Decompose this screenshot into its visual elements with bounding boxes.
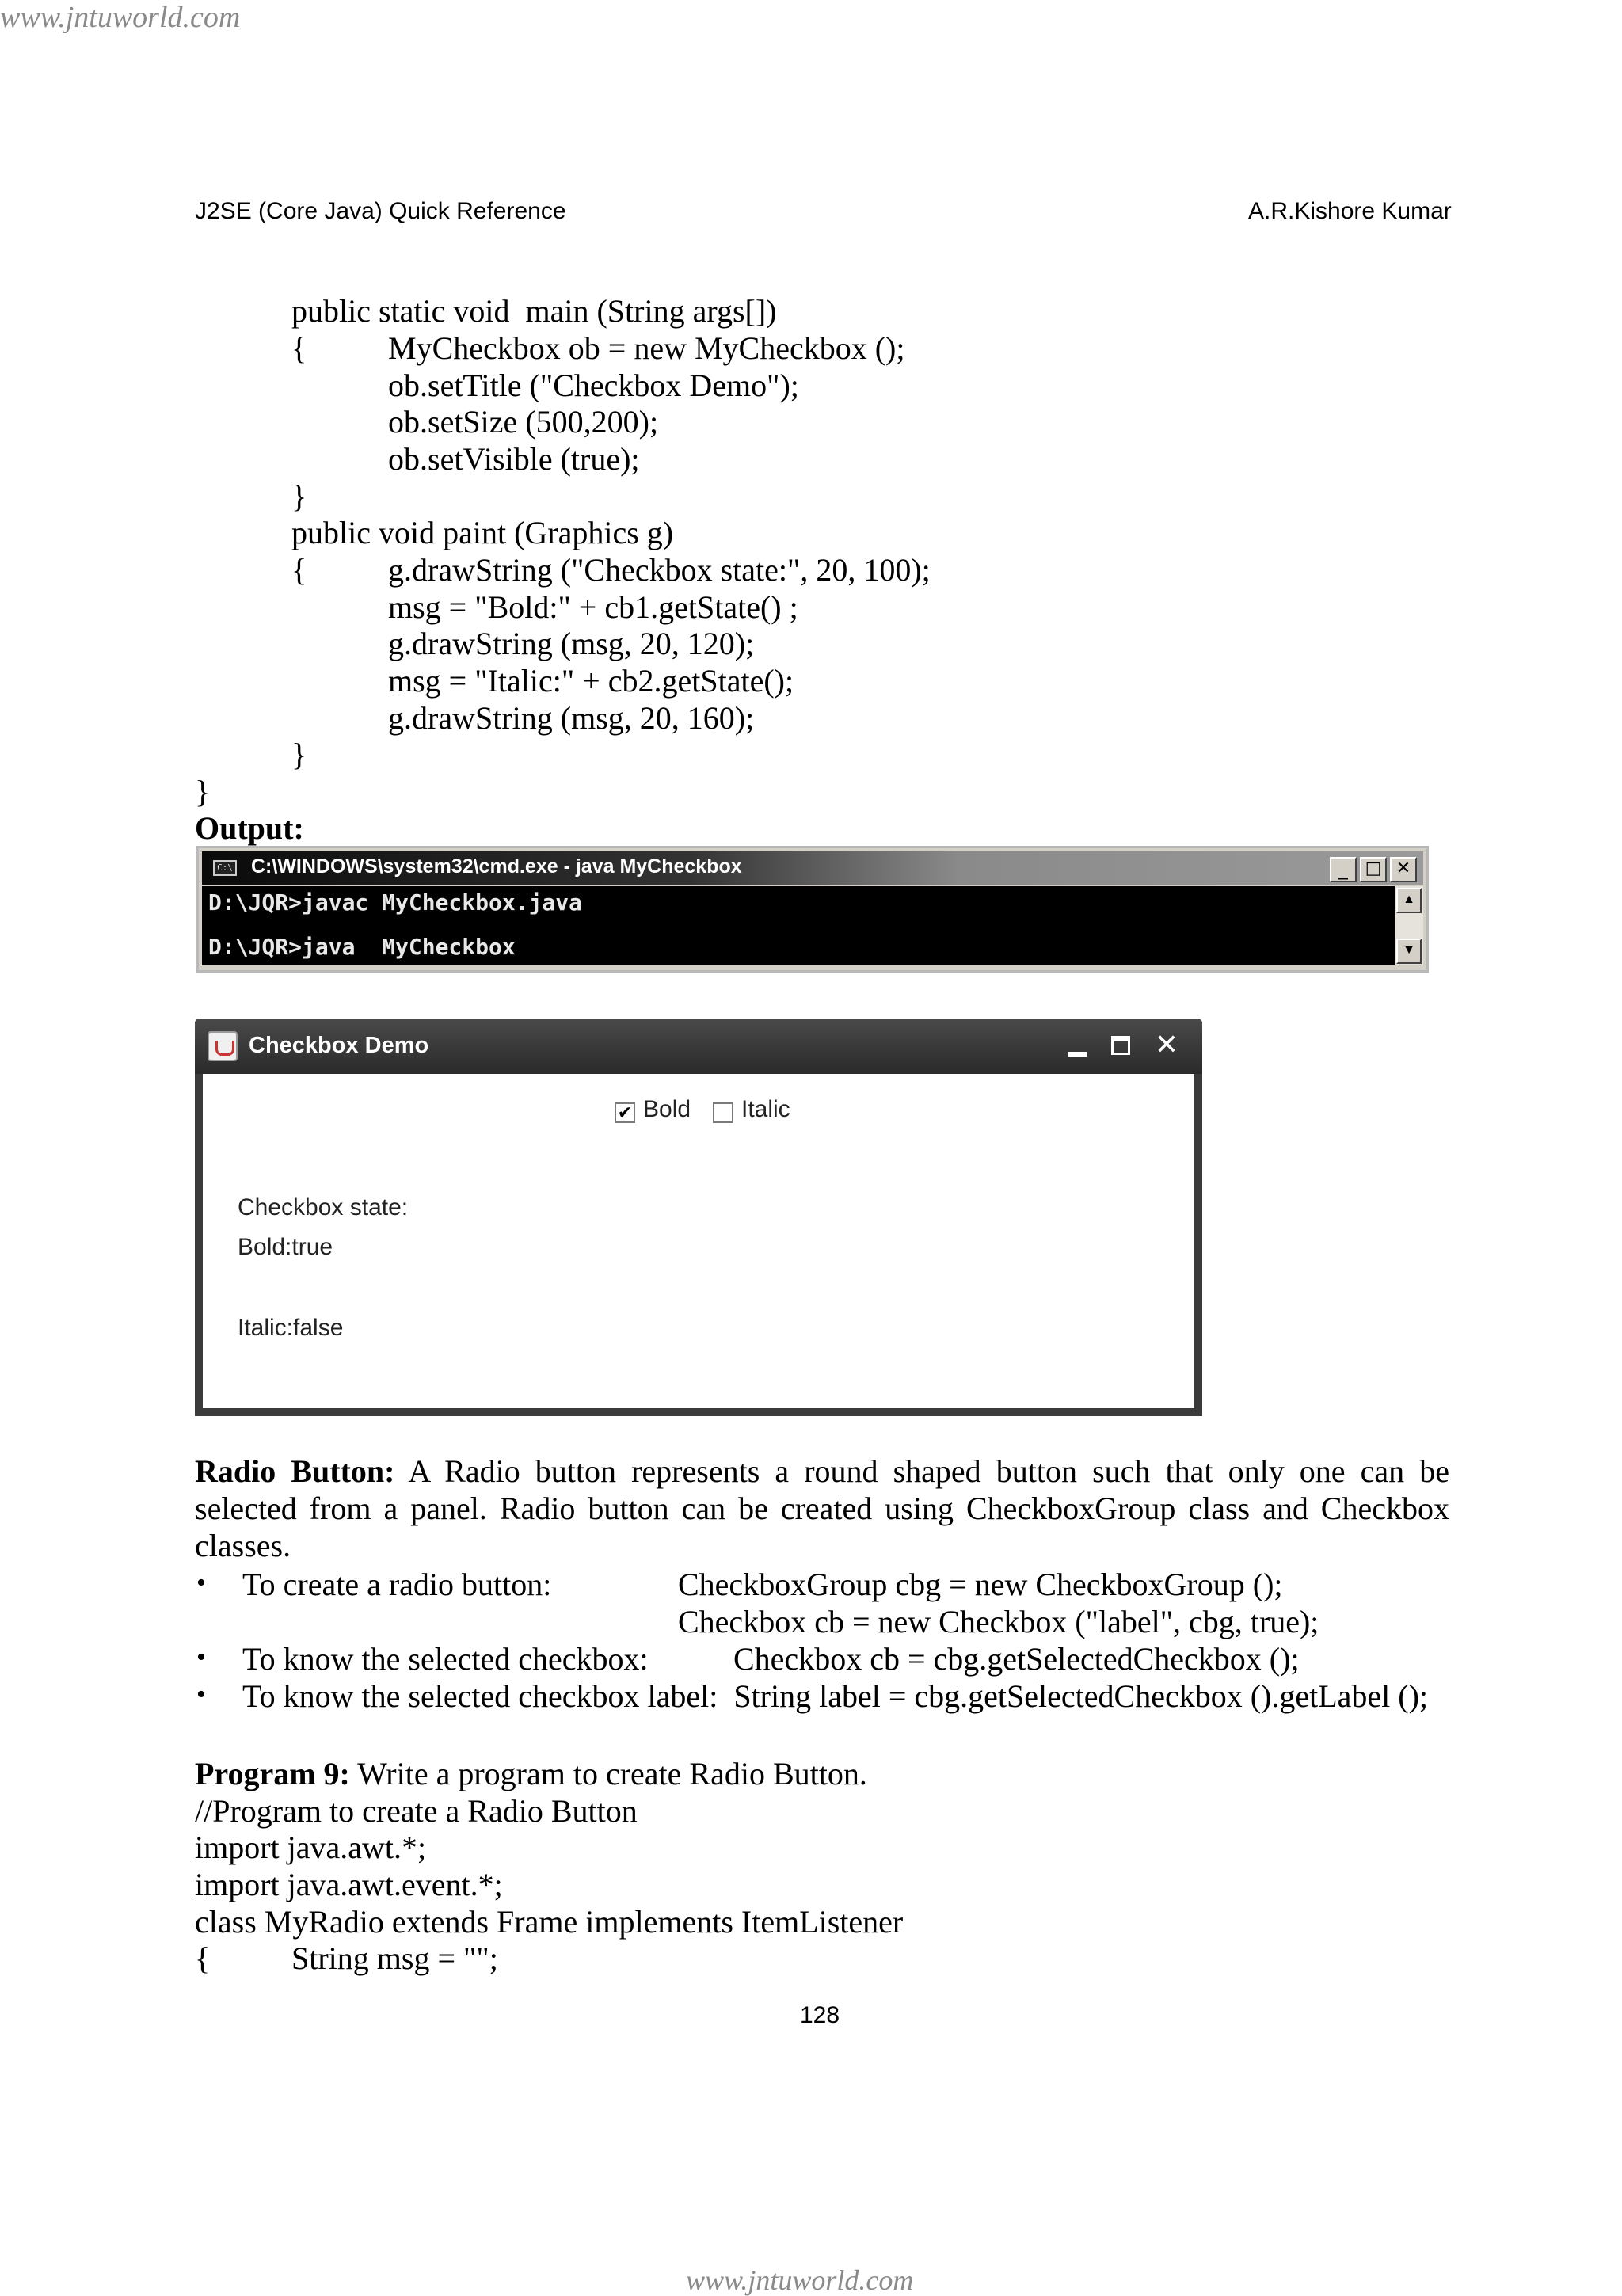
header-author: A.R.Kishore Kumar — [1248, 198, 1452, 224]
bullet-code: Checkbox cb = cbg.getSelectedCheckbox (); — [733, 1641, 1300, 1677]
italic-checkbox-label[interactable]: Italic — [741, 1096, 790, 1122]
bullet-code: Checkbox cb = new Checkbox ("label", cbg, true); — [678, 1604, 1319, 1639]
maximize-icon[interactable] — [1104, 1031, 1140, 1061]
code-line: } — [291, 737, 307, 772]
close-icon[interactable]: ✕ — [1154, 1029, 1179, 1061]
radio-heading: Radio Button: — [195, 1453, 395, 1489]
code-line: //Program to create a Radio Button — [195, 1793, 638, 1829]
cmd-window — [196, 846, 1429, 973]
minimize-button[interactable]: _ — [1330, 857, 1357, 882]
code-line: { — [291, 330, 307, 366]
italic-state-text: Italic:false — [238, 1315, 344, 1341]
window-content — [203, 1074, 1194, 1408]
code-line: public void paint (Graphics g) — [291, 515, 674, 550]
code-line: g.drawString (msg, 20, 120); — [388, 626, 755, 661]
window-title: Checkbox Demo — [249, 1033, 429, 1058]
cmd-scrollbar[interactable] — [1395, 886, 1423, 965]
code-line: import java.awt.*; — [195, 1830, 427, 1865]
console-line: D:\JQR>javac MyCheckbox.java — [208, 889, 583, 916]
code-line: g.drawString ("Checkbox state:", 20, 100); — [388, 552, 931, 588]
code-line: ob.setSize (500,200); — [388, 404, 659, 440]
watermark-top: www.jntuworld.com — [0, 1, 241, 34]
java-cup-icon — [208, 1031, 238, 1061]
code-line: } — [195, 774, 211, 809]
bullet-code: CheckboxGroup cbg = new CheckboxGroup (); — [678, 1567, 1283, 1602]
code-line: { — [195, 1940, 211, 1976]
italic-checkbox[interactable] — [713, 1102, 733, 1123]
checkbox-demo-window — [195, 1019, 1202, 1416]
cmd-app-icon: C:\ — [213, 860, 237, 876]
bold-checkbox[interactable]: ✔ — [615, 1102, 635, 1123]
program-heading — [195, 1756, 867, 1792]
radio-description — [195, 1453, 1449, 1564]
cmd-console[interactable] — [202, 886, 1395, 965]
code-line: } — [291, 478, 307, 514]
bullet-icon: • — [196, 1680, 206, 1709]
maximize-button[interactable]: □ — [1360, 857, 1387, 882]
code-line: String msg = ""; — [291, 1940, 498, 1976]
scroll-down-icon[interactable]: ▼ — [1396, 939, 1422, 964]
code-line: ob.setTitle ("Checkbox Demo"); — [388, 367, 799, 403]
checkbox-state-label: Checkbox state: — [238, 1194, 409, 1220]
bullet-icon: • — [196, 1568, 206, 1597]
code-line: g.drawString (msg, 20, 160); — [388, 700, 755, 736]
page-number: 128 — [800, 2002, 840, 2028]
close-button[interactable]: ✕ — [1390, 857, 1417, 882]
console-line: D:\JQR>java MyCheckbox — [208, 934, 516, 960]
watermark-bottom: www.jntuworld.com — [686, 2264, 914, 2296]
minimize-icon[interactable] — [1060, 1031, 1096, 1061]
bold-checkbox-label[interactable]: Bold — [643, 1096, 691, 1122]
cmd-title: C:\WINDOWS\system32\cmd.exe - java MyCheckbox — [251, 855, 742, 878]
program-number: Program 9: — [195, 1756, 350, 1791]
radio-text: A Radio button represents a round shaped button such that only one can be selected from a panel. Radio button can be created using CheckboxGroup class and Checkbox classes. — [195, 1453, 1449, 1563]
output-label: Output: — [195, 810, 304, 846]
code-line: msg = "Bold:" + cb1.getState() ; — [388, 589, 798, 625]
code-line: { — [291, 552, 307, 588]
program-title: Write a program to create Radio Button. — [349, 1756, 867, 1791]
bullet-text: To know the selected checkbox label: String label = cbg.getSelectedCheckbox ().getLabel (); — [242, 1678, 1429, 1714]
bullet-label: To create a radio button: — [242, 1567, 552, 1602]
code-line: import java.awt.event.*; — [195, 1867, 503, 1902]
window-titlebar — [195, 1019, 1202, 1074]
scroll-up-icon[interactable]: ▲ — [1396, 888, 1422, 913]
bullet-label: To know the selected checkbox: — [242, 1641, 649, 1677]
code-line: MyCheckbox ob = new MyCheckbox (); — [388, 330, 905, 366]
cmd-titlebar — [202, 851, 1423, 885]
code-line: public static void main (String args[]) — [291, 293, 777, 329]
bold-state-text: Bold:true — [238, 1234, 333, 1260]
code-line: class MyRadio extends Frame implements ItemListener — [195, 1904, 904, 1940]
code-line: msg = "Italic:" + cb2.getState(); — [388, 663, 794, 699]
header-title: J2SE (Core Java) Quick Reference — [195, 198, 566, 224]
code-line: ob.setVisible (true); — [388, 441, 640, 477]
bullet-icon: • — [196, 1643, 206, 1672]
